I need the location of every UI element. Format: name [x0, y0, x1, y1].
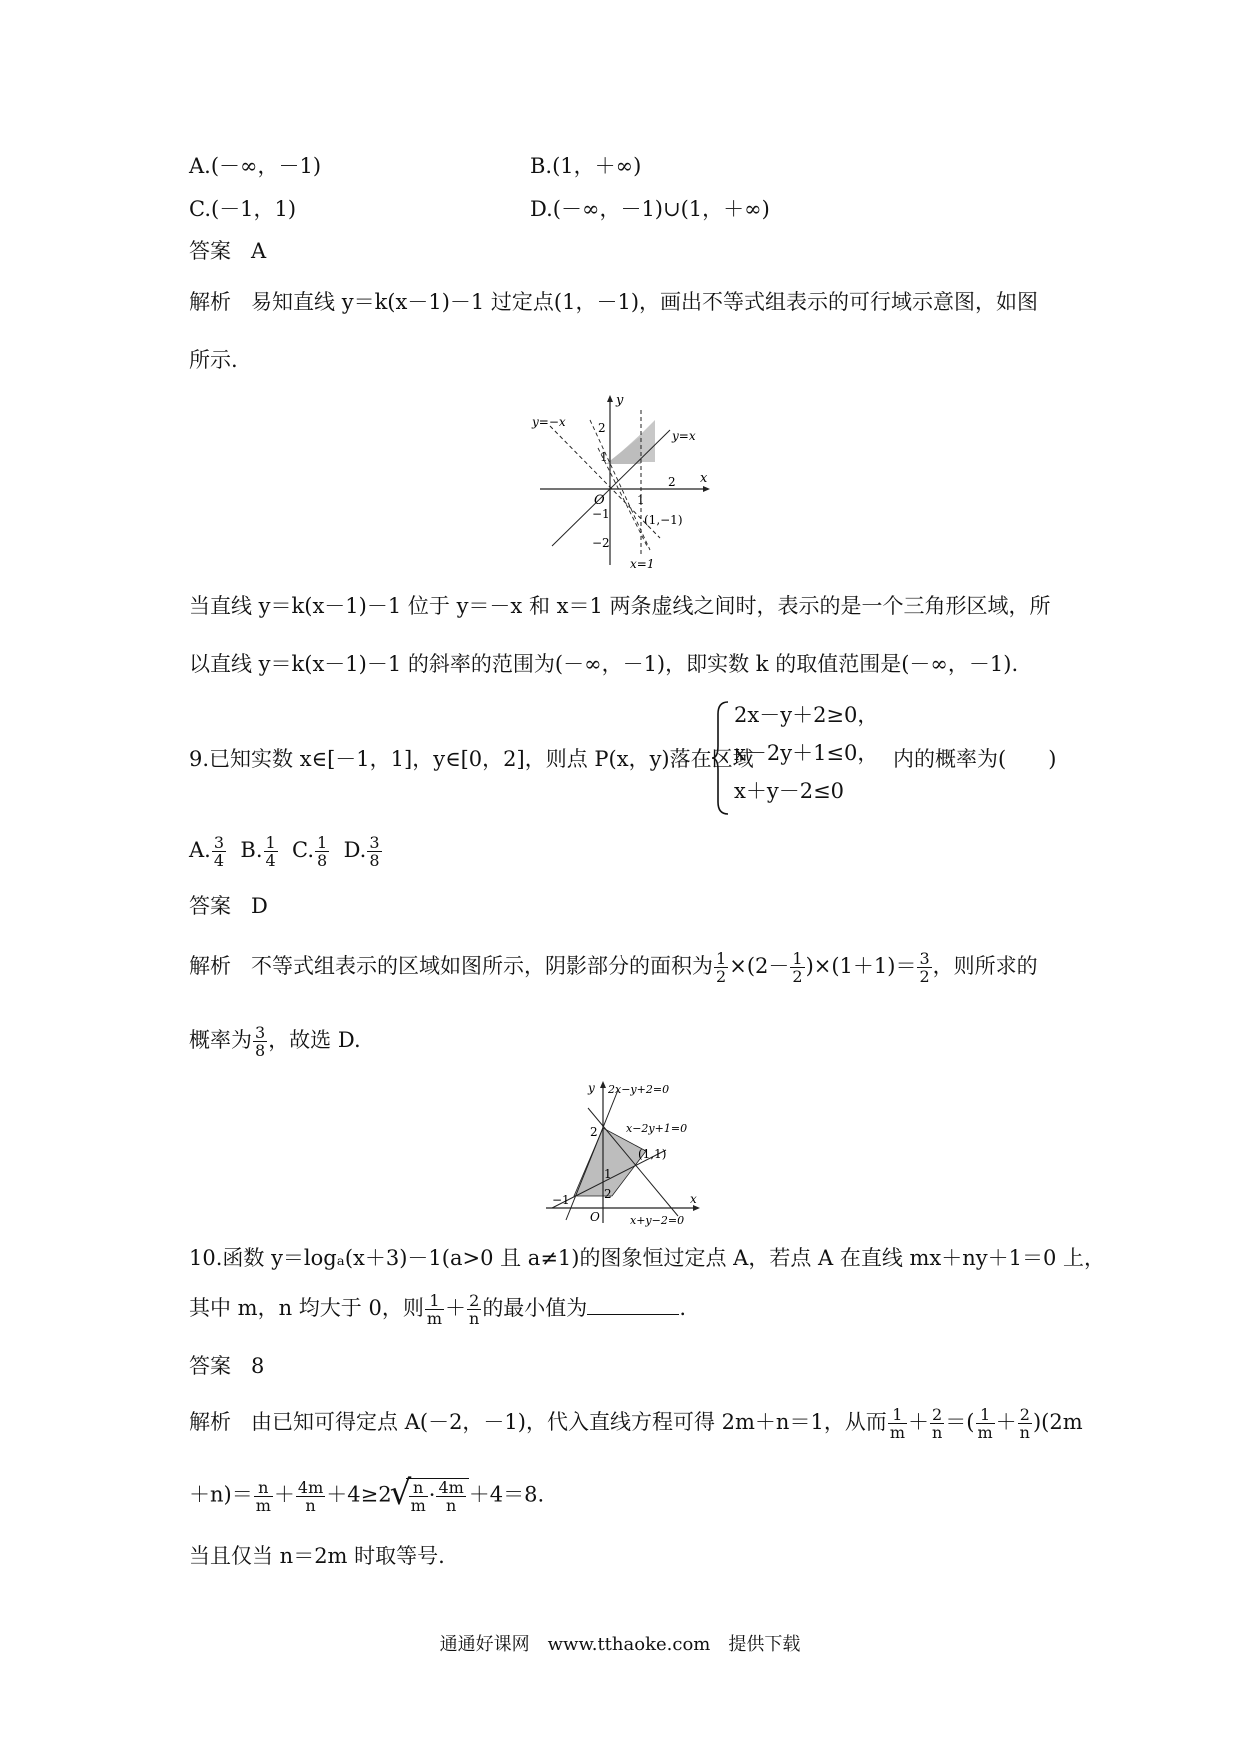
shaded-region: [574, 1128, 646, 1196]
label-y-eq-x: y=x: [672, 429, 696, 443]
label-line-1: 2x−y+2=0: [608, 1083, 670, 1096]
y-axis-label: y: [616, 393, 624, 408]
fraction: $\frac{2}{n}$: [1019, 1405, 1030, 1442]
analysis-label: 解析: [189, 290, 231, 314]
fraction: $\frac{2}{n}$: [931, 1405, 943, 1442]
option-b-fraction: $\frac{1}{4}$: [265, 833, 276, 870]
fraction: √ $\frac{n}{m}$: [410, 1478, 426, 1515]
option-a-label: A.: [189, 838, 211, 862]
inequality-2: x－2y＋1≤0，: [734, 741, 879, 765]
q9-stem-end: 内的概率为( ): [893, 747, 1057, 771]
option-d-fraction: $\frac{3}{8}$: [369, 833, 380, 870]
q9-inequality-system: [712, 700, 902, 816]
label-y-eq-neg-x: y=−x: [532, 415, 566, 429]
q8-option-c: C.(－1，1): [189, 197, 297, 221]
q8-option-b: B.(1，＋∞): [530, 154, 642, 178]
x-axis-arrow: [703, 486, 710, 492]
answer-label: 答案: [189, 894, 231, 918]
label-x-eq-1: x=1: [630, 557, 655, 570]
q8-analysis-line-2: 所示.: [189, 348, 238, 372]
q8-answer-line: [189, 236, 266, 266]
fraction: $\frac{1}{2}$: [716, 949, 727, 986]
fraction: $\frac{1}{m}$: [889, 1405, 905, 1442]
inequality-1: 2x－y＋2≥0，: [734, 703, 879, 727]
q8-analysis-line-1: [189, 287, 1038, 317]
q8-option-d: D.(－∞，－1)∪(1，＋∞): [530, 197, 770, 221]
option-b-label: B.: [240, 838, 263, 862]
tick-x-1: 1: [637, 493, 645, 507]
tick-y-neg-2: −2: [592, 536, 610, 550]
x-axis-label: x: [700, 471, 708, 486]
option-c-fraction: $\frac{1}{8}$: [317, 833, 328, 870]
analysis-label: 解析: [189, 954, 231, 978]
tick-y-neg-1: −1: [592, 507, 610, 521]
q9-stem: 9.已知实数 x∈[－1，1]，y∈[0，2]，则点 P(x，y)落在区域: [189, 747, 754, 771]
analysis-label: 解析: [189, 1410, 231, 1434]
option-d-label: D.: [343, 838, 367, 862]
tick-y-1: 1: [604, 1167, 612, 1181]
square-root: √ $\frac{n}{m}$ · $\frac{4m}{n}$: [406, 1478, 469, 1514]
answer-value: 8: [251, 1354, 265, 1378]
q10-stem-line-1: 10.函数 y＝logₐ(x＋3)－1(a>0 且 a≠1)的图象恒过定点 A，若点 A 在直线 mx＋ny＋1＝0 上，: [189, 1246, 1106, 1270]
q9-analysis-line-1: 解析 不等式组表示的区域如图所示，阴影部分的面积为 $\frac{1}{2}$ ×(2－ $\frac{1}{2}$ )×(1＋1)＝ $\frac{3}{2}$ ，则所求的: [189, 949, 1038, 986]
y-axis-arrow: [600, 1081, 606, 1088]
y-axis-arrow: [607, 395, 613, 402]
label-point: (1,−1): [644, 513, 683, 527]
answer-value: D: [251, 894, 268, 918]
label-point: (1,1): [638, 1147, 667, 1161]
q9-region-figure: [538, 1078, 708, 1228]
fraction: $\frac{1}{m}$: [426, 1291, 442, 1328]
tick-y-1: 1: [600, 450, 608, 464]
answer-label: 答案: [189, 1354, 231, 1378]
q8-feasible-region-figure: [530, 390, 720, 570]
fraction: $\frac{2}{n}$: [469, 1291, 480, 1328]
shaded-triangle: [606, 436, 641, 464]
inequality-3: x＋y－2≤0: [734, 779, 845, 803]
q9-options: [189, 834, 383, 869]
q9-answer-line: [189, 891, 268, 921]
tick-x-2: 2: [668, 475, 676, 489]
q8-after-line-2: 以直线 y＝k(x－1)－1 的斜率的范围为(－∞，－1)，即实数 k 的取值范围是(－∞，－1).: [189, 652, 1019, 676]
fraction: $\frac{n}{m}$: [255, 1477, 271, 1515]
q9-analysis-line-2: 概率为 $\frac{3}{8}$ ，故选 D.: [189, 1023, 361, 1060]
label-line-3: x+y−2=0: [630, 1214, 685, 1227]
tick-y-2: 2: [590, 1125, 598, 1139]
answer-blank: [587, 1294, 679, 1315]
fraction: $\frac{3}{2}$: [919, 949, 930, 986]
q8-option-a: A.(－∞，－1): [189, 154, 322, 178]
origin-label: O: [594, 493, 605, 508]
fraction: $\frac{3}{8}$: [255, 1023, 266, 1060]
tick-x-neg-1: −1: [552, 1193, 570, 1207]
q10-equality-note: 当且仅当 n＝2m 时取等号.: [189, 1544, 445, 1568]
q8-after-line-1: 当直线 y＝k(x－1)－1 位于 y＝－x 和 x＝1 两条虚线之间时，表示的是一个三角形区域，所: [189, 594, 1051, 618]
y-axis-label: y: [588, 1081, 595, 1095]
tick-y-2: 2: [598, 421, 606, 435]
fraction: $\frac{4m}{n}$: [297, 1477, 324, 1515]
option-a-fraction: $\frac{3}{4}$: [213, 833, 225, 870]
label-line-2: x−2y+1=0: [626, 1122, 688, 1135]
page-footer: 通通好课网 www.tthaoke.com 提供下载: [439, 1634, 801, 1655]
fraction: $\frac{4m}{n}$: [438, 1478, 464, 1515]
fraction: $\frac{1}{m}$: [977, 1405, 993, 1442]
q10-answer-line: [189, 1351, 264, 1381]
q10-analysis-line-1: 解析 由已知可得定点 A(－2，－1)，代入直线方程可得 2m＋n＝1，从而 $\frac{1}{m}$ ＋ $\frac{2}{n}$ ＝( $\frac{1}{m}$ ＋ $\frac{2}{n}$ )(2m: [189, 1405, 1083, 1442]
origin-label: O: [590, 1210, 600, 1224]
analysis-text: 易知直线 y＝k(x－1)－1 过定点(1，－1)，画出不等式组表示的可行域示意图，如图: [251, 290, 1039, 314]
q10-analysis-line-2: ＋n)＝ $\frac{n}{m}$ ＋ $\frac{4m}{n}$ ＋4≥2 √ $\frac{n}{m}$ · $\frac{4m}{n}$ ＋4＝8.: [189, 1478, 544, 1514]
answer-value: A: [251, 239, 267, 263]
x-axis-label: x: [690, 1192, 697, 1206]
option-c-label: C.: [292, 838, 315, 862]
left-brace: [712, 700, 730, 816]
fraction: $\frac{1}{2}$: [792, 949, 803, 986]
q10-stem-line-2: 其中 m，n 均大于 0，则 $\frac{1}{m}$ ＋ $\frac{2}{n}$ 的最小值为 .: [189, 1291, 686, 1328]
answer-label: 答案: [189, 239, 231, 263]
tick-x-2: 2: [604, 1187, 612, 1201]
